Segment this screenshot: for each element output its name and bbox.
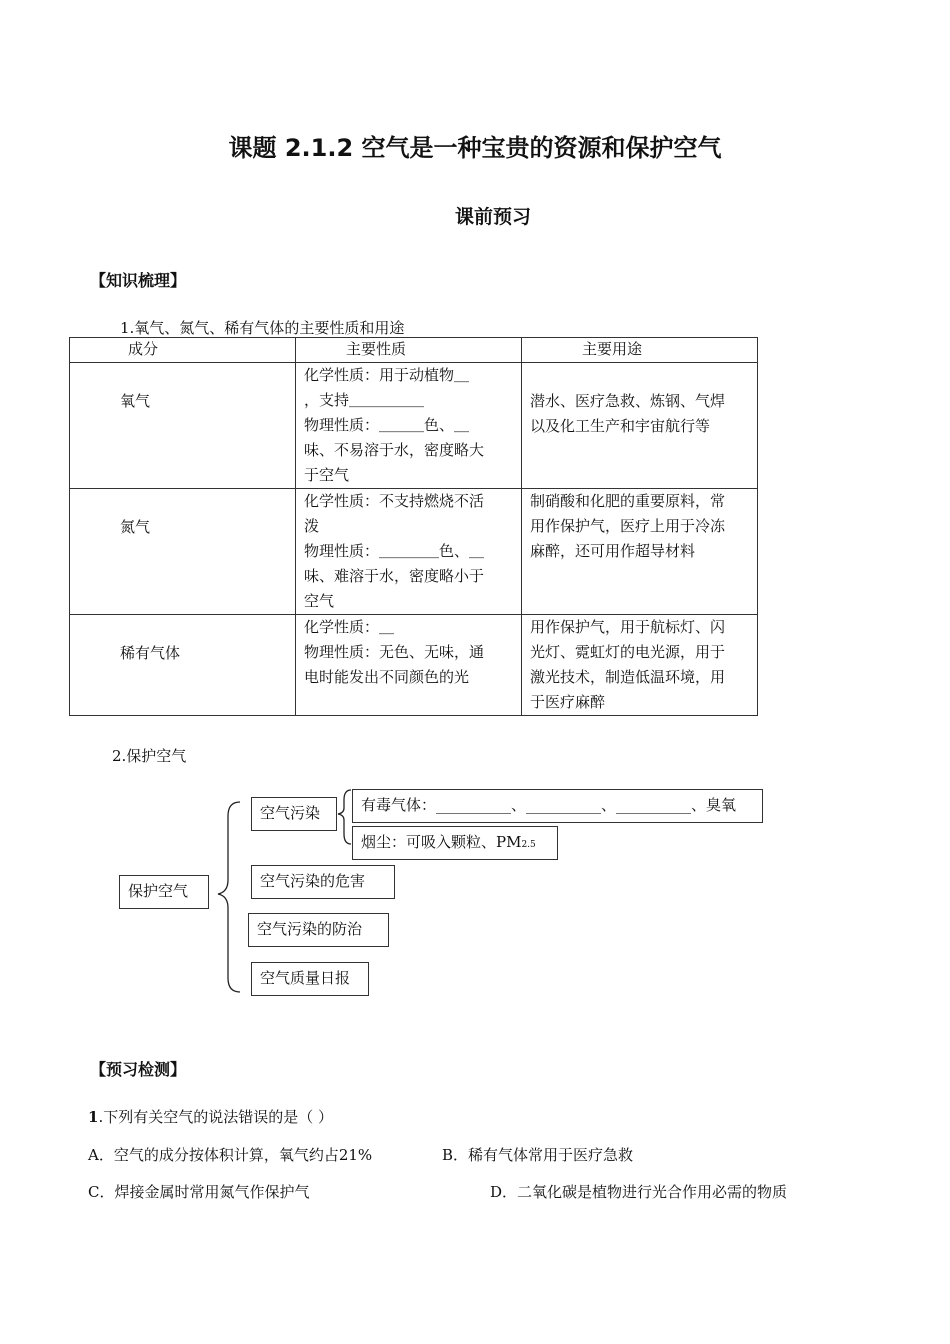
property-line: ，支持＿＿＿＿＿ bbox=[304, 391, 425, 409]
diagram-node-harm: 空气污染的危害 bbox=[251, 865, 395, 899]
property-line: 于空气 bbox=[304, 466, 350, 484]
use-line: 于医疗麻醉 bbox=[530, 693, 606, 711]
property-line: 物理性质：无色、无味，通 bbox=[304, 643, 485, 661]
option-a: A．空气的成分按体积计算，氧气约占21% bbox=[88, 1146, 373, 1164]
use-line: 光灯、霓虹灯的电光源，用于 bbox=[530, 643, 726, 661]
property-line: 物理性质：＿＿＿色、＿ bbox=[304, 416, 470, 434]
column-header: 主要用途 bbox=[522, 338, 758, 363]
use-line: 激光技术，制造低温环境，用 bbox=[530, 668, 726, 686]
property-line: 泼 bbox=[304, 517, 320, 535]
option-c: C．焊接金属时常用氮气作保护气 bbox=[88, 1183, 310, 1201]
table-caption: 1.氧气、氮气、稀有气体的主要性质和用途 bbox=[120, 319, 405, 337]
pollution-brace bbox=[338, 790, 351, 844]
option-b: B．稀有气体常用于医疗急救 bbox=[442, 1146, 634, 1164]
property-line: 味、难溶于水，密度略小于 bbox=[304, 567, 485, 585]
page-title: 课题 2.1.2 空气是一种宝贵的资源和保护空气 bbox=[228, 134, 722, 162]
use-line: 以及化工生产和宇宙航行等 bbox=[530, 417, 711, 435]
row-name: 氧气 bbox=[70, 363, 296, 489]
use-line: 制硝酸和化肥的重要原料，常 bbox=[530, 492, 726, 510]
diagram-caption: 2.保护空气 bbox=[112, 747, 187, 765]
property-line: 空气 bbox=[304, 592, 335, 610]
diagram-node-prevention: 空气污染的防治 bbox=[248, 913, 389, 947]
use-line: 麻醉，还可用作超导材料 bbox=[530, 542, 696, 560]
main-brace bbox=[218, 802, 240, 992]
property-line: 电时能发出不同颜色的光 bbox=[304, 668, 470, 686]
diagram-node-daily-report: 空气质量日报 bbox=[251, 962, 369, 996]
property-line: 化学性质：＿ bbox=[304, 618, 395, 636]
diagram-node-pollution: 空气污染 bbox=[251, 797, 337, 831]
diagram-node-dust bbox=[352, 826, 558, 860]
property-line: 味、不易溶于水，密度略大 bbox=[304, 441, 485, 459]
use-line: 用作保护气，医疗上用于冷冻 bbox=[530, 517, 726, 535]
property-line: 化学性质：不支持燃烧不活 bbox=[304, 492, 485, 510]
question-text: .下列有关空气的说法错误的是（ ） bbox=[98, 1108, 333, 1126]
section-heading-knowledge: 【知识梳理】 bbox=[90, 271, 187, 290]
column-header: 成分 bbox=[70, 338, 296, 363]
row-name: 氮气 bbox=[70, 489, 296, 615]
option-d: D．二氧化碳是植物进行光合作用必需的物质 bbox=[490, 1183, 788, 1201]
use-line: 用作保护气，用于航标灯、闪 bbox=[530, 618, 726, 636]
column-header: 主要性质 bbox=[296, 338, 522, 363]
property-line: 化学性质：用于动植物＿ bbox=[304, 366, 470, 384]
use-line: 潜水、医疗急救、炼钢、气焊 bbox=[530, 392, 726, 410]
dust-subscript: 2.5 bbox=[521, 840, 536, 850]
dust-label: 烟尘：可吸入颗粒、PM bbox=[361, 833, 522, 851]
question-stem bbox=[88, 1106, 333, 1127]
diagram-root-box: 保护空气 bbox=[119, 875, 209, 909]
page-subtitle: 课前预习 bbox=[454, 206, 531, 228]
row-name: 稀有气体 bbox=[70, 615, 296, 716]
diagram-node-toxic-gas: 有毒气体：__________、__________、__________、臭氧 bbox=[352, 789, 763, 823]
section-heading-check: 【预习检测】 bbox=[90, 1060, 187, 1079]
property-line: 物理性质：＿＿＿＿色、＿ bbox=[304, 542, 485, 560]
question-number: 1 bbox=[88, 1108, 99, 1126]
